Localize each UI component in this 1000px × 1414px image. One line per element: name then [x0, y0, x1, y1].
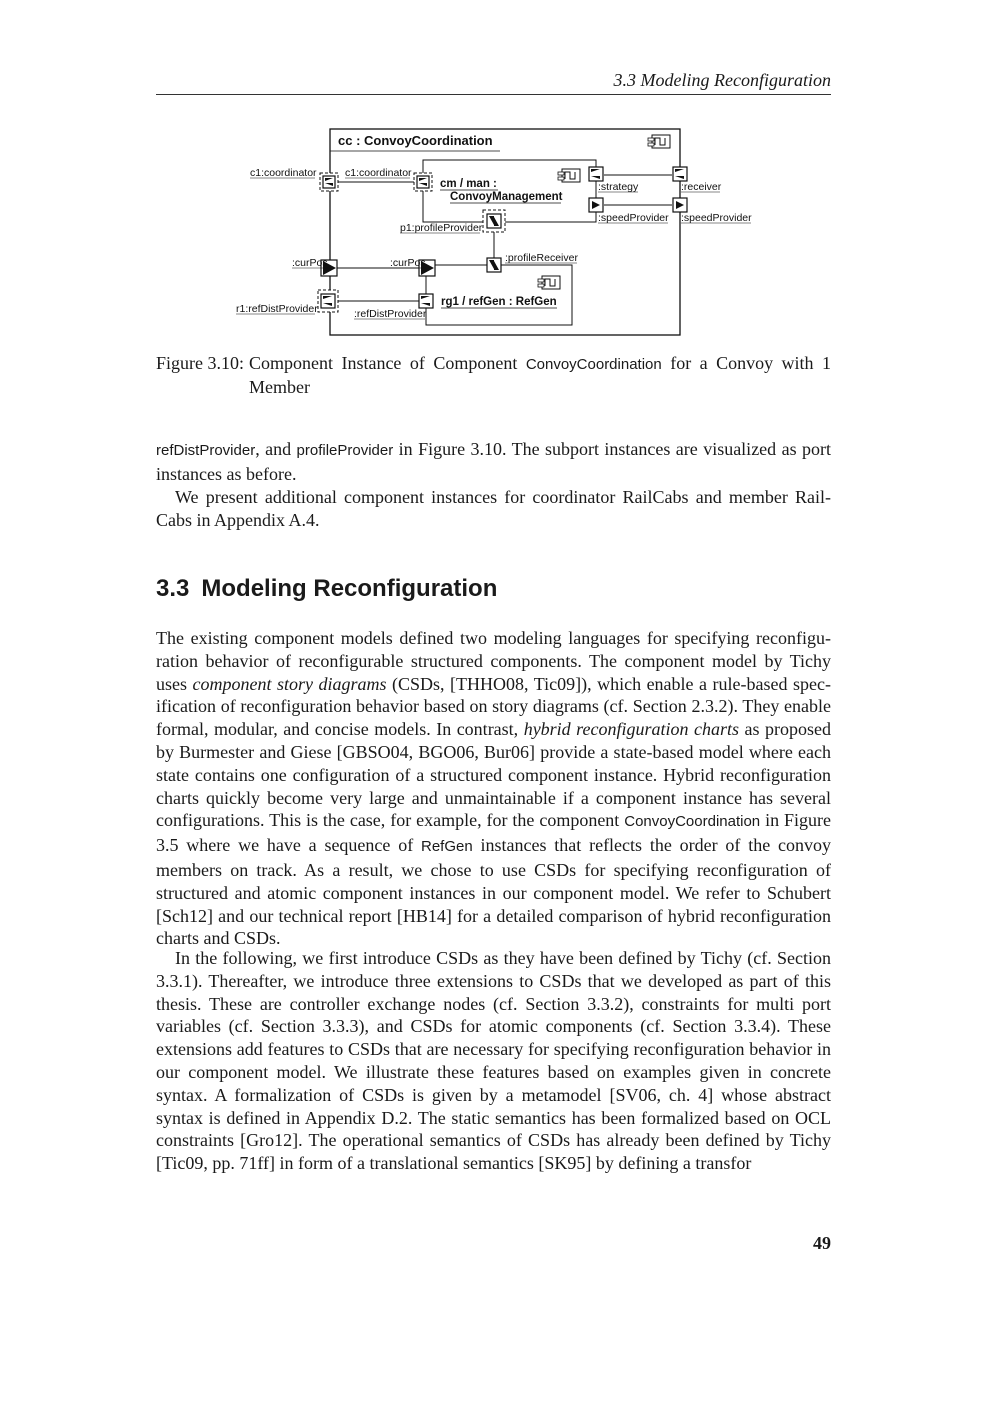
component-icon: [558, 169, 580, 182]
term-hybrid-reconfiguration-charts: hybrid reconfiguration charts: [523, 719, 740, 740]
label-outer-coordinator: c1:coordinator: [250, 167, 317, 179]
port-profile-provider: [483, 210, 505, 232]
code-ref-dist-provider: refDistProvider: [156, 442, 256, 459]
label-inner-cur-pos: :curPos: [390, 257, 426, 269]
section-title: Modeling Reconfiguration: [201, 575, 498, 602]
label-outer-speed-provider: :speedProvider: [681, 212, 752, 224]
label-inner-ref-dist-provider: :refDistProvider: [354, 308, 427, 320]
label-outer-ref-dist-provider: r1:refDistProvider: [236, 303, 318, 315]
port-outer-ref-dist-provider: [318, 290, 338, 312]
caption-label: Figure 3.10:: [156, 353, 244, 373]
paragraph3-text5: instances that reflects the order of the convoy members on track. As a result, we chose to use CSDs for specifying reconfiguration of structured and atomic component instances in our component model. We refer to Schubert [Sch12] and our technical report [HB14] for a detailed comparison of hybrid reconfiguration charts and CSDs.: [156, 835, 831, 949]
paragraph3-text3: as proposed by Burmester and Giese [GBSO04, BGO06, Bur06] provide a state-based model where each state contains one configuration of a structured component instance. Hybrid reconfiguration charts quickly become very large and unmaintainable if a component instance has several configurations. This is the case, for example, for the component: [156, 719, 831, 831]
section-number: 3.3: [156, 575, 190, 602]
label-profile-receiver: :profileReceiver: [505, 252, 578, 264]
port-inner-speed-provider: [589, 198, 603, 212]
code-refgen: RefGen: [421, 838, 473, 856]
port-outer-coordinator: [320, 173, 338, 191]
caption-text-middle: for a Convoy with 1: [670, 353, 832, 373]
port-inner-coordinator: [414, 173, 432, 191]
section-heading: [156, 575, 497, 603]
port-outer-speed-provider: [673, 198, 687, 212]
inner-component-refgen: [426, 265, 572, 325]
caption-text-before: Component Instance of Component: [249, 353, 518, 373]
term-component-story-diagrams: component story diagrams: [192, 673, 387, 694]
paragraph-additional-instances: We present additional component instances for coordinator RailCabs and member RailCabs in Appendix A.4.: [156, 487, 831, 530]
page-number: 49: [813, 1233, 831, 1253]
port-inner-ref-dist-provider: [419, 294, 433, 308]
code-convoy-coordination: ConvoyCoordination: [624, 813, 761, 831]
label-inner-speed-provider: :speedProvider: [598, 212, 669, 224]
outer-component-title: cc : ConvoyCoordination: [338, 133, 493, 148]
label-strategy: :strategy: [598, 181, 639, 193]
component-icon: [538, 276, 560, 289]
port-profile-receiver: [487, 258, 501, 272]
paragraph-following: In the following, we first introduce CSDs as they have been defined by Tichy (cf. Section 3.3.1). Thereafter, we introduce three extensions to CSDs that we developed as part of this thesis. These are controller exchange nodes (cf. Section 3.3.2), constraints for multi port variables (cf. Section 3.3.3), and CSDs for atomic components (cf. Section 3.3.4). These extensions add features to CSDs that are necessary for specifying reconfiguration behavior in our component model. We illustrate these features based on examples given in concrete syntax. A formalization of CSDs is given by a metamodel [SV06, ch. 4] whose abstract syntax is defined in Appendix D.2. The static semantics has been formalized based on OCL constraints [Gro12]. The operational semantics of CSDs has already been defined by Tichy [Tic09, pp. 71ff] in form of a translational semantics [SK95] by defining a transfor: [156, 948, 831, 1174]
component-diagram: [230, 120, 770, 342]
caption-text: [249, 352, 831, 399]
label-profile-provider: p1:profileProvider: [400, 222, 483, 234]
inner-component-1-line1: cm / man :: [440, 178, 497, 190]
paragraph-subport-instances: [156, 438, 831, 486]
port-receiver: [673, 167, 687, 181]
label-receiver: :receiver: [681, 181, 722, 193]
header-rule: [156, 94, 831, 95]
paragraph3-text4: in Figure 3.5 where we have a sequence of: [156, 810, 831, 856]
paragraph3-text1: The existing component models defined two modeling languages for specifying reconfiguration behavior of reconfigurable structured components. The component model by Tichy uses: [156, 628, 831, 694]
paragraph1-text1: , and: [255, 439, 297, 459]
paragraph-existing-models: [156, 627, 831, 950]
paragraph3-text2: (CSDs, [THHO08, Tic09]), which enable a rule-based specification of reconfiguration behavior based on story diagrams (cf. Section 2.3.2). They enable formal, modular, and concise models. In contrast,: [156, 673, 831, 740]
label-inner-coordinator: c1:coordinator: [345, 167, 412, 179]
running-header: 3.3 Modeling Reconfiguration: [613, 70, 831, 90]
port-strategy: [589, 167, 603, 181]
component-icon: [648, 135, 670, 148]
inner-component-2-label: rg1 / refGen : RefGen: [441, 296, 557, 308]
paragraph1-text2: in Figure 3.10. The subport instances are visualized as port instances as before.: [156, 439, 831, 484]
caption-text-end: Member: [249, 377, 310, 397]
code-profile-provider: profileProvider: [296, 442, 394, 459]
caption-component-name: ConvoyCoordination: [525, 356, 662, 373]
label-outer-cur-pos: :curPos: [292, 257, 328, 269]
inner-component-1-line2: ConvoyManagement: [450, 191, 563, 203]
component-diagram-figure: [230, 120, 770, 342]
